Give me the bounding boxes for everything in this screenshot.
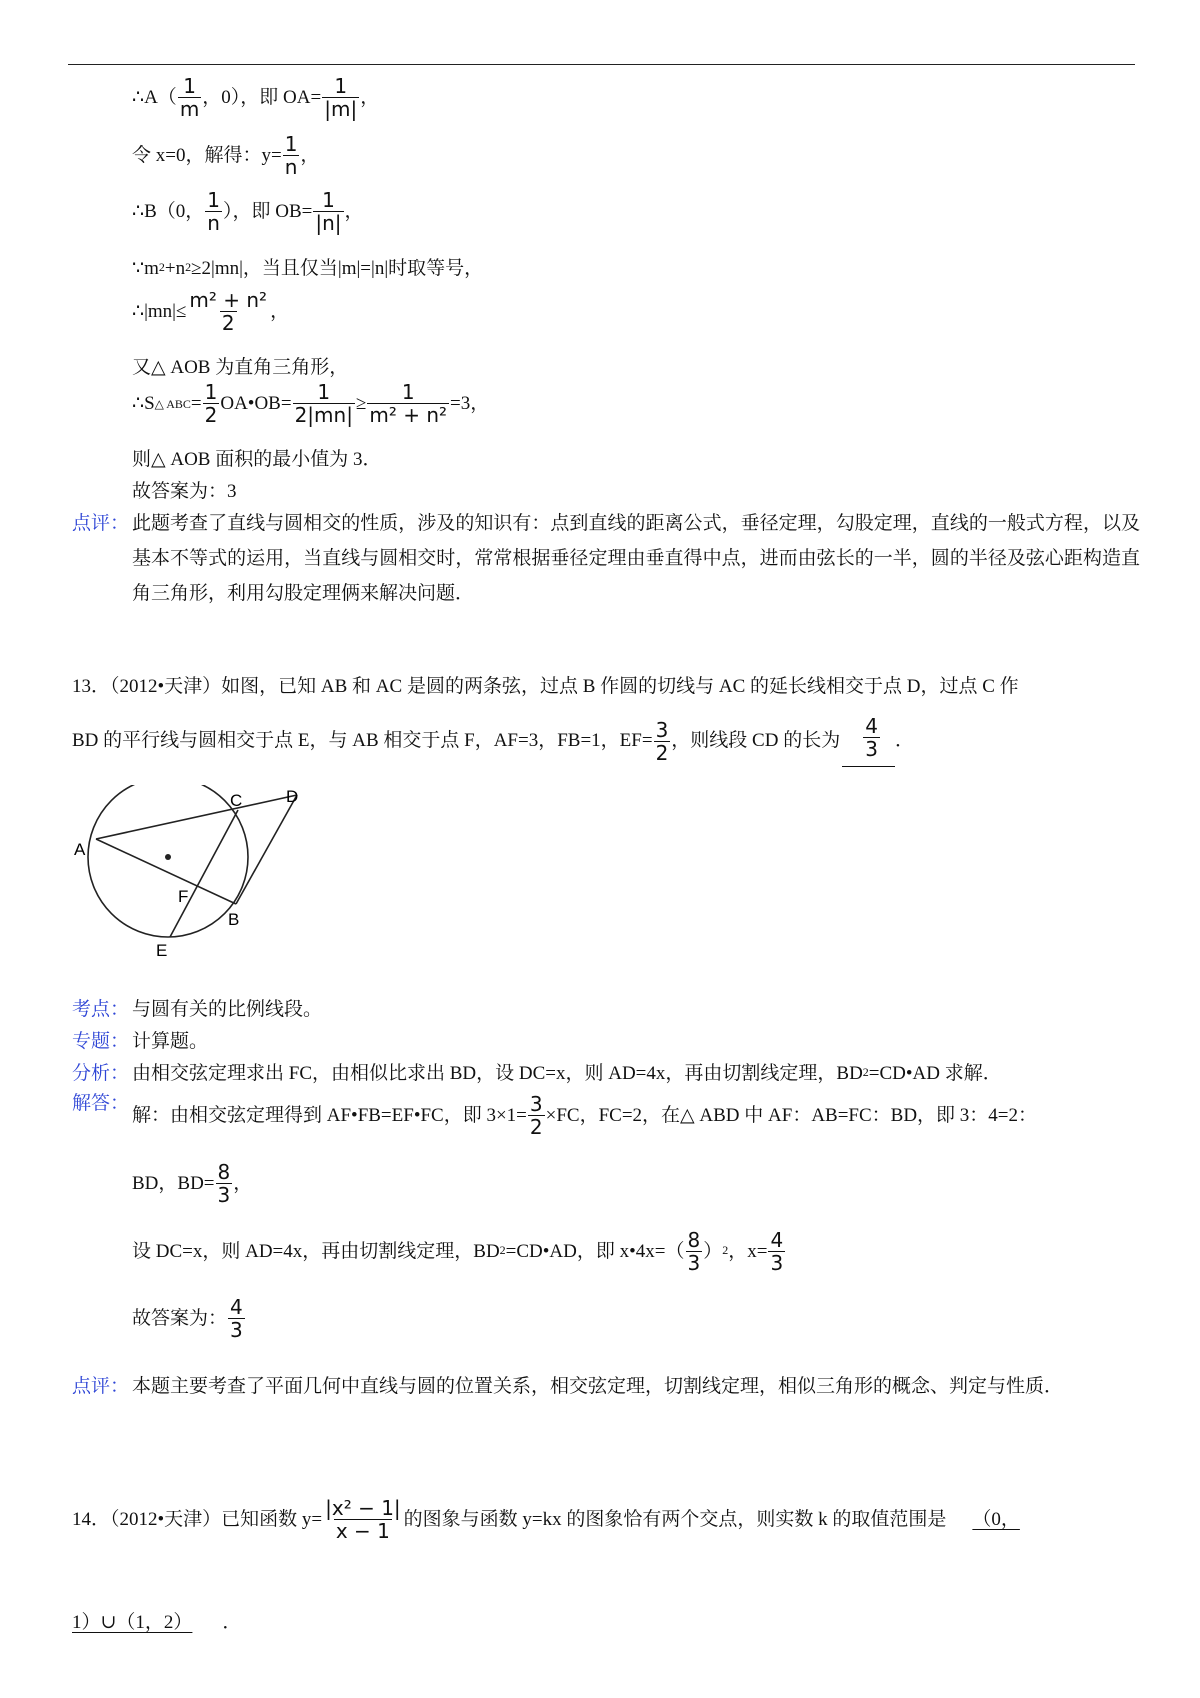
- sol12-line-c: ∴B（0， 1 n ），即 OB= $\frac{1}{|n|}$ ，: [132, 188, 364, 235]
- fraction-x-4-over-3: $\frac{4}{3}$: [770, 1228, 784, 1275]
- fraction-8-over-3-b: 8 3: [687, 1228, 701, 1275]
- sol12-line-f: 又△ AOB 为直角三角形，: [132, 357, 349, 378]
- circle-figure: [70, 785, 320, 960]
- jieda-line-3: 设 DC=x，则 AD=4x，再由切割线定理，BD $^2$ =CD•AD，即 x•4x=（ 8 3 ） $^2$ ，x= $\frac{4}{3}$: [132, 1228, 784, 1275]
- label-C: C: [230, 791, 243, 810]
- label-E: E: [156, 941, 168, 960]
- fraction-ef: $\frac{3}{2}$: [655, 717, 669, 765]
- fenxi-text: 由相交弦定理求出 FC，由相似比求出 BD，设 DC=x，则 AD=4x，再由切割线定理，BD $^2$ =CD•AD 求解．: [132, 1063, 1002, 1084]
- answer-blank-14-a: （0，: [972, 1508, 1020, 1530]
- fenxi-label: 分析：: [72, 1063, 130, 1084]
- figure-center-dot: [165, 854, 171, 860]
- figure-line-bd: [236, 795, 297, 904]
- fraction-m2n2-over-2: $\frac{\text{m² + n²}}{2}$: [189, 288, 268, 335]
- jieda-line-1: 解：由相交弦定理得到 AF•FB=EF•FC，即 3×1= $\frac{3}{2}$ ×FC，FC=2，在△ ABD 中 AF：AB=FC：BD，即 3：4=2：: [132, 1092, 1038, 1139]
- q14-stem-line1: 14．（2012•天津）已知函数 y= $\frac{\text{|x² − 1|}}{x - 1}$ 的图象与函数 y=kx 的图象恰有两个交点，则实数 k 的取值范围是 （0，: [72, 1496, 1020, 1543]
- fraction-q14-function: $\frac{\text{|x² − 1|}}{x - 1}$: [325, 1496, 401, 1543]
- fraction-1-over-m: 1 m: [179, 74, 200, 121]
- q13-stem-line2: BD 的平行线与圆相交于点 E，与 AB 相交于点 F，AF=3，FB=1，EF= $\frac{3}{2}$ ，则线段 CD 的长为 4 3 ．: [72, 716, 914, 767]
- label-F: F: [178, 887, 189, 906]
- sol12-line-e: ∴|mn|≤ $\frac{\text{m² + n²}}{2}$ ，: [132, 288, 290, 335]
- label-A: A: [74, 840, 86, 859]
- fraction-half: $\frac{1}{2}$: [204, 380, 218, 427]
- fraction-1-over-m2n2: $\frac{1}{\text{m² + n²}}$: [369, 380, 448, 427]
- figure-line-ad: [96, 795, 297, 839]
- figure-line-ab: [96, 839, 236, 904]
- sol12-line-a: ∴A（ 1 m ，0），即 OA= $\frac{1}{|m|}$ ，: [132, 74, 380, 121]
- jieda-label: 解答：: [72, 1093, 130, 1114]
- header-rule: [68, 64, 1135, 65]
- jieda-line-4: 故答案为： 4 3: [132, 1295, 243, 1342]
- sol12-line-d: ∵m $^2$ +n $^2$ ≥2|mn|，当且仅当|m|=|n|时取等号，: [132, 258, 484, 279]
- q14-stem-line2: 1）∪（1，2） ．: [72, 1612, 242, 1633]
- kaodian-text: 与圆有关的比例线段。: [132, 999, 323, 1020]
- fraction-ob: $\frac{1}{|n|}$: [315, 188, 342, 235]
- fraction-8-over-3: $\frac{8}{3}$: [217, 1160, 231, 1207]
- comment-label-12: 点评：: [72, 513, 130, 534]
- kaodian-label: 考点：: [72, 999, 130, 1020]
- label-B: B: [228, 910, 240, 929]
- q13-stem-line1: 13．（2012•天津）如图，已知 AB 和 AC 是圆的两条弦，过点 B 作圆的切线与 AC 的延长线相交于点 D，过点 C 作: [72, 676, 1019, 697]
- sol12-line-g: ∴S △ ABC = $\frac{1}{2}$ OA•OB= $\frac{1}{2|mn|}$ ≥ $\frac{1}{\text{m² + n²}}$ =3，: [132, 380, 490, 427]
- comment-text-13: 本题主要考查了平面几何中直线与圆的位置关系，相交弦定理，切割线定理，相似三角形的概念、判定与性质．: [132, 1376, 1064, 1397]
- label-D: D: [286, 787, 299, 806]
- comment-label-13: 点评：: [72, 1376, 130, 1397]
- jieda-line-2: BD，BD= $\frac{8}{3}$ ，: [132, 1160, 253, 1207]
- fraction-1-over-n: $\frac{1}{n}$: [284, 132, 298, 179]
- fraction-oa: $\frac{1}{|m|}$: [324, 74, 358, 121]
- sol12-line-h: 则△ AOB 面积的最小值为 3．: [132, 449, 382, 470]
- sol12-line-b: 令 x=0，解得：y= $\frac{1}{n}$ ，: [132, 132, 320, 179]
- fraction-answer-4-3: 4 3: [865, 714, 878, 761]
- sol12-line-i: 故答案为：3: [132, 481, 237, 502]
- fraction-3-over-2: $\frac{3}{2}$: [529, 1092, 543, 1139]
- fraction-1-over-n-b: 1 n: [207, 188, 220, 235]
- zhuanti-label: 专题：: [72, 1031, 130, 1052]
- comment-text-12: 此题考查了直线与圆相交的性质，涉及的知识有：点到直线的距离公式，垂径定理，勾股定理，直线的一般式方程，以及基本不等式的运用，当直线与圆相交时，常常根据垂径定理由垂直得中点，进而由弦长的一半，圆的半径及弦心距构造直角三角形，利用勾股定理俩来解决问题．: [132, 513, 1140, 604]
- zhuanti-text: 计算题。: [132, 1031, 209, 1052]
- figure-circle: [88, 785, 248, 937]
- answer-blank-13: [842, 716, 895, 767]
- answer-blank-14-b: 1）∪（1，2）: [72, 1612, 193, 1633]
- fraction-final-4-over-3: 4 3: [230, 1295, 243, 1342]
- fraction-1-over-2mn: $\frac{1}{2|mn|}$: [294, 380, 353, 427]
